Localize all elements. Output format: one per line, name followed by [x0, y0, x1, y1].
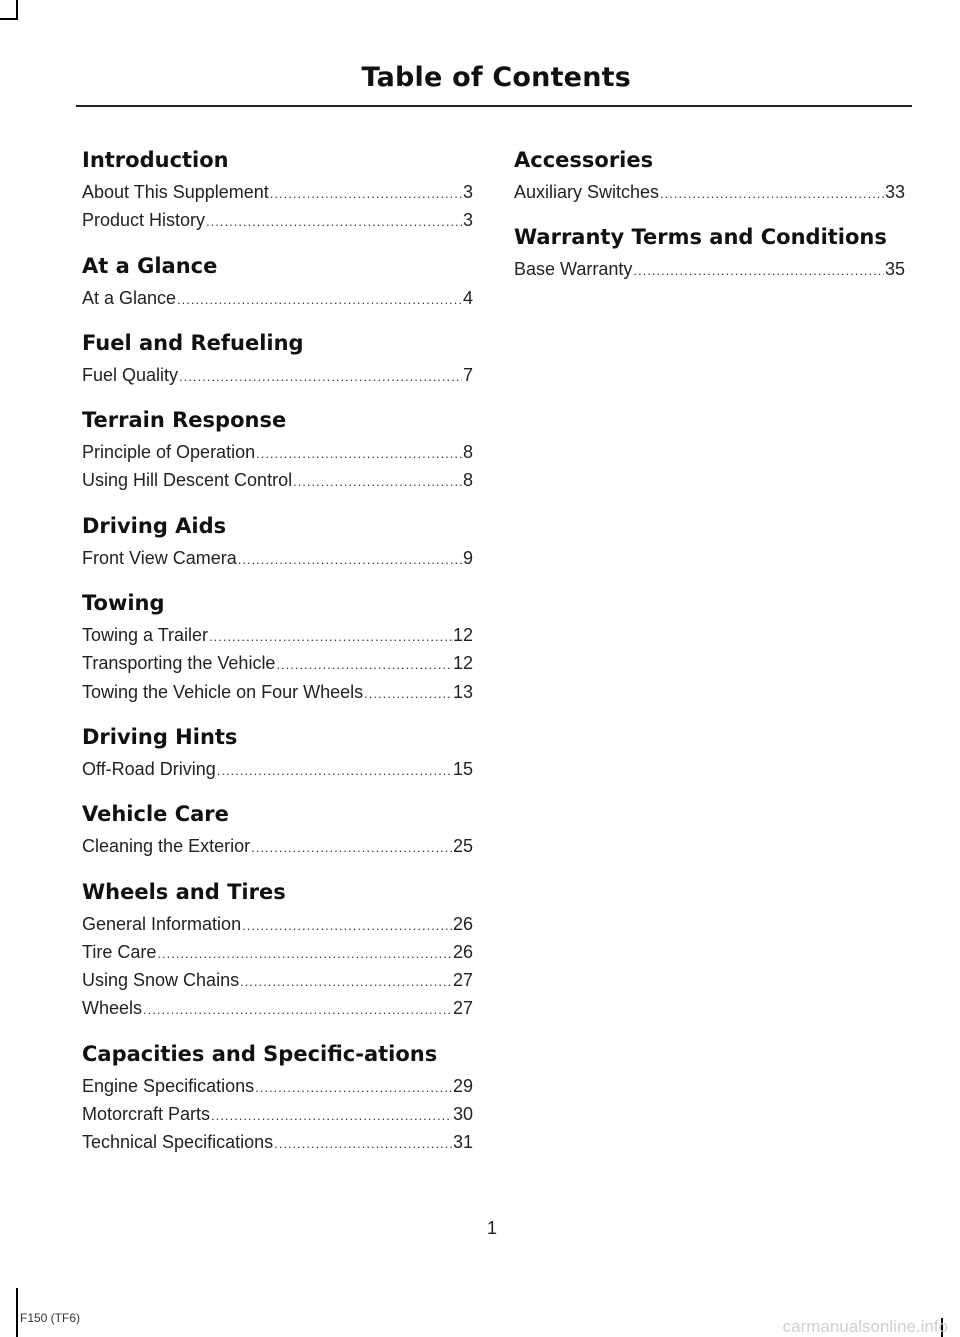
dot-leader: [238, 547, 462, 573]
toc-entry-label: Auxiliary Switches: [514, 182, 660, 202]
toc-entry-label: Motorcraft Parts: [82, 1104, 211, 1125]
toc-column-right: [514, 148, 905, 303]
toc-section: [82, 1042, 473, 1158]
section-title: Terrain Response: [82, 408, 287, 433]
toc-entry-label: Base Warranty: [514, 259, 633, 280]
toc-section: [82, 331, 473, 390]
toc-entry[interactable]: [82, 1129, 473, 1157]
toc-entry-label: Wheels: [82, 998, 143, 1019]
toc-entry-page: 27: [452, 970, 473, 991]
toc-entry[interactable]: [82, 439, 473, 467]
toc-entry-page: 3: [462, 210, 473, 231]
section-title: Vehicle Care: [82, 802, 229, 827]
toc-entry[interactable]: [82, 650, 473, 678]
toc-entry[interactable]: [82, 1101, 473, 1129]
section-title: Towing: [82, 591, 165, 616]
toc-entry-label: Principle of Operation: [82, 442, 256, 463]
toc-entry-label: Using Hill Descent Control: [82, 470, 293, 491]
toc-entry-page: 26: [452, 941, 473, 962]
toc-entry-page: 13: [452, 681, 473, 702]
toc-entry-label: Engine Specifications: [82, 1075, 255, 1096]
crop-mark-bottom-left-vertical: [16, 1288, 18, 1337]
toc-section: [82, 802, 473, 861]
toc-entry[interactable]: [82, 179, 473, 207]
toc-entry[interactable]: [82, 939, 473, 967]
toc-entry-page: 31: [452, 1132, 473, 1153]
toc-entry-page: 12: [452, 653, 473, 674]
section-title: Wheels and Tires: [82, 879, 286, 904]
watermark: carmanualsonline.info: [782, 1317, 948, 1336]
toc-entry-label: About This Supplement: [82, 182, 269, 202]
dot-leader: [143, 997, 452, 1023]
toc-entry-label: Product History: [82, 210, 206, 231]
toc-entry-label: Technical Specifications: [82, 1132, 274, 1153]
dot-leader: [240, 969, 452, 995]
toc-entry[interactable]: [82, 207, 473, 235]
dot-leader: [255, 1075, 452, 1101]
toc-entry-label: Towing a Trailer: [82, 625, 209, 646]
dot-leader: [217, 758, 452, 784]
toc-entry-label: At a Glance: [82, 287, 177, 308]
toc-entry-page: 25: [452, 836, 473, 857]
section-title: Driving Hints: [82, 724, 238, 749]
model-code: F150 (TF6): [20, 1311, 81, 1325]
toc-entry-page: 26: [452, 913, 473, 934]
toc-entry-label: Front View Camera: [82, 547, 237, 568]
dot-leader: [633, 258, 884, 284]
toc-entry[interactable]: [82, 545, 473, 573]
toc-entry-page: 15: [452, 758, 473, 779]
toc-entry-page: 27: [452, 998, 473, 1019]
toc-section: [82, 254, 473, 313]
dot-leader: [270, 181, 462, 207]
toc-entry-page: 35: [884, 259, 905, 280]
toc-entry-page: 4: [462, 287, 473, 308]
dot-leader: [179, 364, 462, 390]
toc-entry-label: Cleaning the Exterior: [82, 836, 251, 857]
dot-leader: [274, 1131, 452, 1157]
toc-section: [82, 725, 473, 784]
dot-leader: [209, 624, 452, 650]
toc-entry[interactable]: [514, 256, 905, 284]
toc-entry-label: Towing the Vehicle on Four Wheels: [82, 681, 364, 702]
dot-leader: [256, 441, 462, 467]
crop-mark-top-left-vertical: [16, 0, 18, 20]
section-title: Driving Aids: [82, 513, 227, 538]
toc-section: [514, 148, 905, 207]
toc-entry[interactable]: [82, 995, 473, 1023]
toc-entry-page: 30: [452, 1104, 473, 1125]
toc-entry-label: Fuel Quality: [82, 364, 179, 385]
page-number: 1: [487, 1218, 498, 1238]
dot-leader: [364, 681, 452, 707]
toc-entry[interactable]: [514, 179, 905, 207]
toc-entry-page: 12: [452, 625, 473, 646]
section-title: Introduction: [82, 148, 229, 172]
dot-leader: [660, 181, 884, 207]
toc-entry[interactable]: [82, 362, 473, 390]
toc-entry[interactable]: [82, 467, 473, 495]
dot-leader: [242, 913, 452, 939]
toc-entry-label: General Information: [82, 913, 242, 934]
toc-entry-page: 29: [452, 1075, 473, 1096]
toc-entry-page: 8: [462, 442, 473, 463]
dot-leader: [293, 469, 462, 495]
section-title: Accessories: [514, 148, 654, 172]
toc-section: [82, 591, 473, 707]
toc-entry[interactable]: [82, 1073, 473, 1101]
toc-section: [514, 225, 905, 284]
toc-entry-page: 3: [462, 182, 473, 202]
toc-entry[interactable]: [82, 911, 473, 939]
toc-entry-label: Using Snow Chains: [82, 970, 240, 991]
dot-leader: [276, 652, 452, 678]
toc-entry-page: 7: [462, 364, 473, 385]
section-title: Warranty Terms and Conditions: [514, 225, 887, 250]
toc-entry-page: 8: [462, 470, 473, 491]
toc-section: [82, 408, 473, 496]
toc-entry-page: 33: [884, 182, 905, 202]
dot-leader: [206, 209, 462, 235]
toc-column-left: [82, 148, 473, 1176]
toc-section: [82, 880, 473, 1024]
section-title: Fuel and Refueling: [82, 330, 304, 355]
toc-entry[interactable]: [82, 756, 473, 784]
toc-entry-label: Off-Road Driving: [82, 758, 216, 779]
dot-leader: [177, 287, 462, 313]
toc-entry-page: 9: [462, 547, 473, 568]
toc-entry[interactable]: [82, 679, 473, 707]
section-title: Capacities and Specific-ations: [82, 1041, 438, 1066]
dot-leader: [251, 835, 452, 861]
toc-entry[interactable]: [82, 967, 473, 995]
toc-entry[interactable]: [82, 285, 473, 313]
toc-section: [82, 148, 473, 236]
toc-entry[interactable]: [82, 622, 473, 650]
header-rule: [76, 105, 912, 107]
dot-leader: [157, 941, 452, 967]
toc-entry-label: Transporting the Vehicle: [82, 653, 276, 674]
crop-mark-top-left-horizontal: [0, 18, 18, 20]
toc-entry[interactable]: [82, 833, 473, 861]
toc-entry-label: Tire Care: [82, 941, 157, 962]
page-title: Table of Contents: [361, 62, 631, 93]
section-title: At a Glance: [82, 253, 218, 278]
dot-leader: [211, 1103, 452, 1129]
toc-section: [82, 514, 473, 573]
